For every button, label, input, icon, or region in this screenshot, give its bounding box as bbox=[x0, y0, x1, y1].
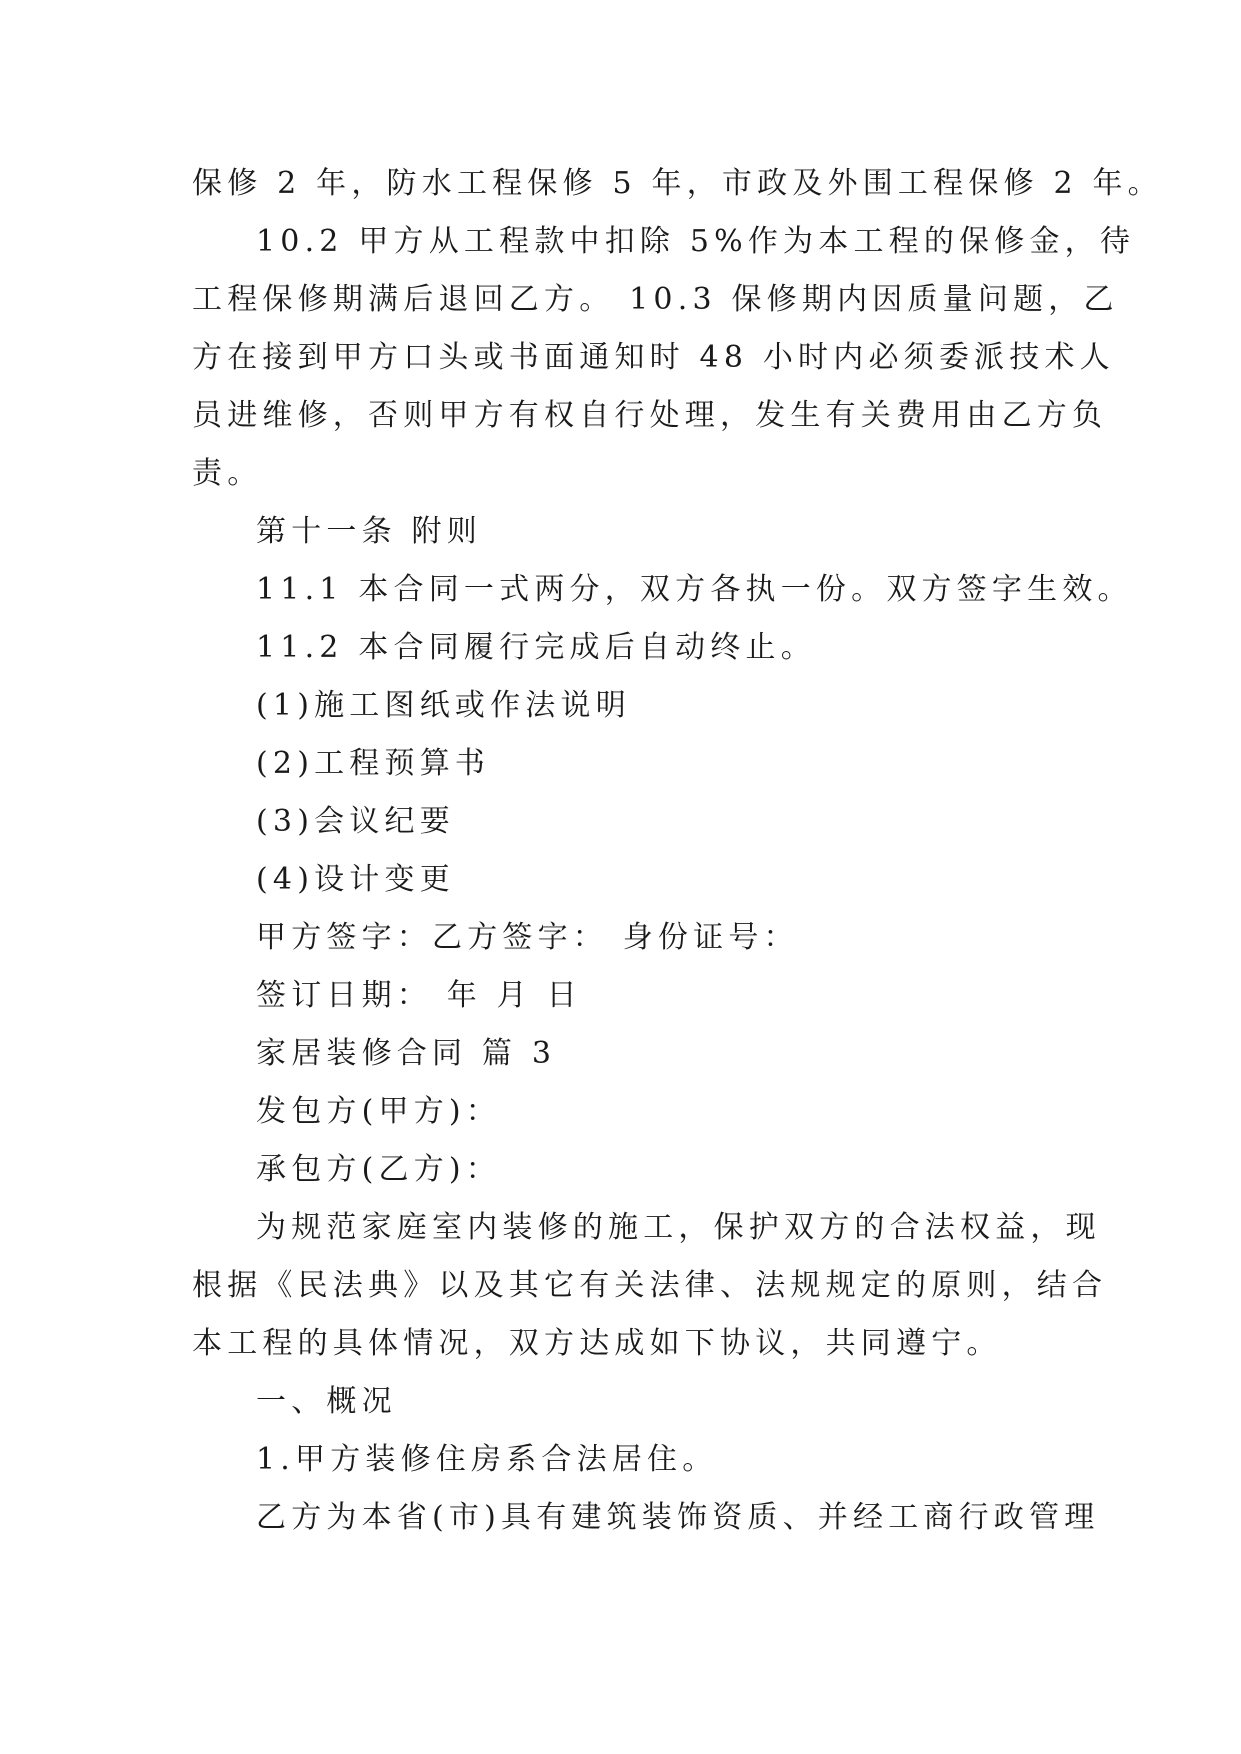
text-line: 责。 bbox=[192, 456, 263, 491]
text-line: 本工程的具体情况，双方达成如下协议，共同遵宁。 bbox=[192, 1326, 1002, 1361]
list-item: (4)设计变更 bbox=[256, 862, 455, 897]
text-line: 乙方为本省(市)具有建筑装饰资质、并经工商行政管理 bbox=[256, 1500, 1100, 1535]
list-item: (1)施工图纸或作法说明 bbox=[256, 688, 631, 723]
text-line: 保修 2 年，防水工程保修 5 年，市政及外围工程保修 2 年。 bbox=[192, 166, 1163, 201]
text-line: 发包方(甲方)： bbox=[256, 1094, 502, 1129]
text-line: 为规范家庭室内装修的施工，保护双方的合法权益，现 bbox=[256, 1210, 1101, 1245]
text-line: 工程保修期满后退回乙方。 10.3 保修期内因质量问题，乙 bbox=[192, 282, 1119, 317]
text-line: 11.2 本合同履行完成后自动终止。 bbox=[256, 630, 816, 665]
text-line: 11.1 本合同一式两分，双方各执一份。双方签字生效。 bbox=[256, 572, 1133, 607]
section-heading: 一、概况 bbox=[256, 1384, 397, 1419]
text-line: 方在接到甲方口头或书面通知时 48 小时内必须委派技术人 bbox=[192, 340, 1115, 375]
text-line: 根据《民法典》以及其它有关法律、法规规定的原则，结合 bbox=[192, 1268, 1108, 1303]
date-line: 签订日期： 年 月 日 bbox=[256, 978, 582, 1013]
section-heading: 第十一条 附则 bbox=[256, 514, 482, 549]
signature-line: 甲方签字：乙方签字： 身份证号： bbox=[256, 920, 799, 955]
text-line: 10.2 甲方从工程款中扣除 5%作为本工程的保修金，待 bbox=[256, 224, 1136, 259]
text-line: 员进维修，否则甲方有权自行处理，发生有关费用由乙方负 bbox=[192, 398, 1108, 433]
text-line: 1.甲方装修住房系合法居住。 bbox=[256, 1442, 718, 1477]
list-item: (2)工程预算书 bbox=[256, 746, 491, 781]
text-line: 承包方(乙方)： bbox=[256, 1152, 502, 1187]
list-item: (3)会议纪要 bbox=[256, 804, 455, 839]
section-heading: 家居装修合同 篇 3 bbox=[256, 1036, 557, 1071]
